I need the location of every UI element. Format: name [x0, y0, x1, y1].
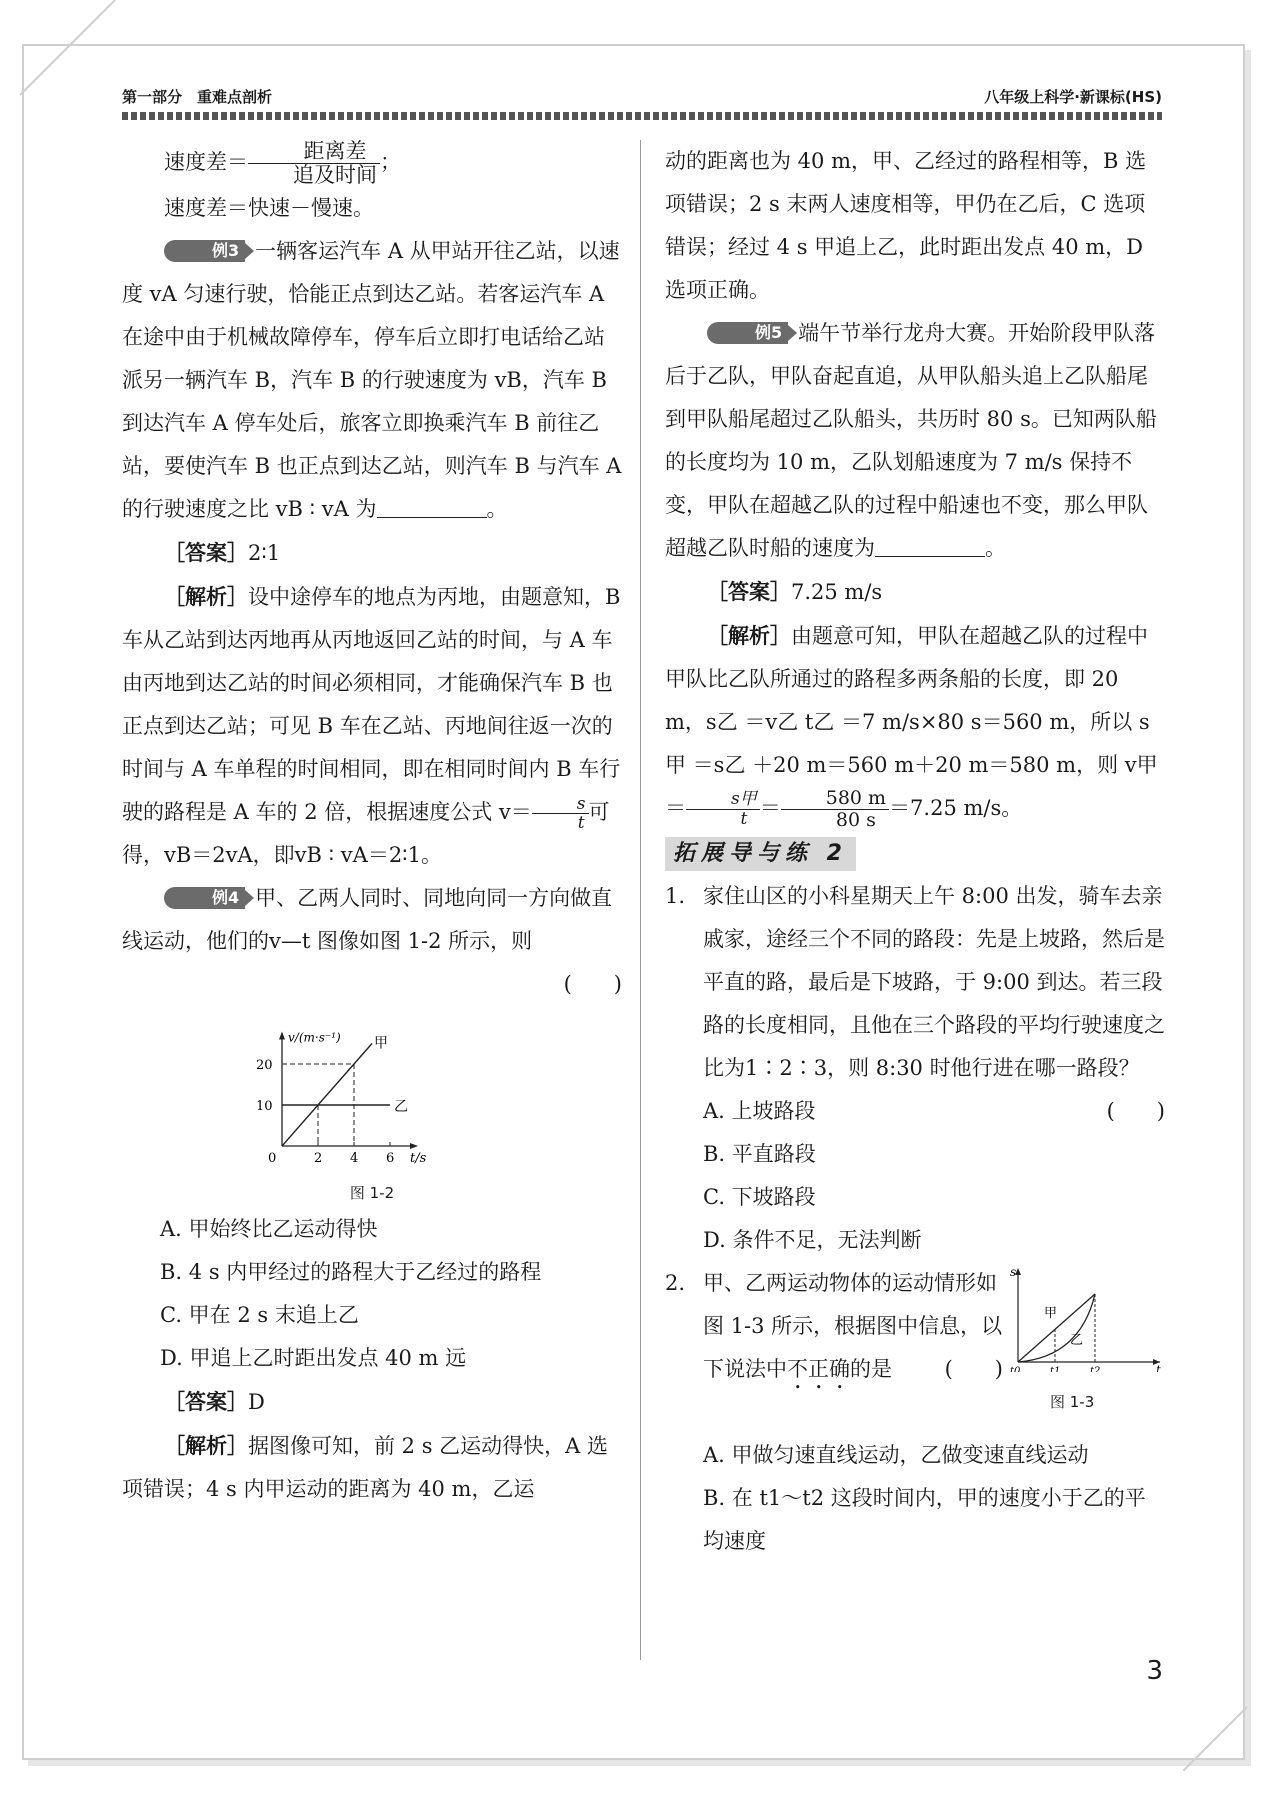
example-4: 例4 甲、乙两人同时、同地向同一方向做直线运动，他们的v—t 图像如图 1-2 所示，则 — [122, 886, 613, 954]
svg-text:乙: 乙 — [1070, 1332, 1084, 1348]
figure-1-2-caption: 图 1-2 — [349, 1184, 395, 1203]
example-3-tag: 例3 — [164, 240, 245, 262]
q1-option-d: D. 条件不足，无法判断 — [703, 1227, 922, 1252]
example-5: 例5 端午节举行龙舟大赛。开始阶段甲队落后于乙队，甲队奋起直追，从甲队船头追上乙队船尾到甲队船尾超过乙队船头，共历时 80 s。已知两队船的长度均为 10 m，乙队划船速度为 7 m/s 保持不变，甲队在超越乙队的过程中船速也不变，那么甲队超越乙队时船的速度为 。 — [665, 321, 1157, 560]
svg-text:t: t — [1156, 1362, 1161, 1372]
page-number: 3 — [1146, 1656, 1163, 1686]
svg-text:s: s — [1010, 1264, 1017, 1279]
figure-1-2 — [122, 1006, 622, 1178]
formula-line-2: 速度差＝快速－慢速。 — [164, 196, 374, 221]
line-jia — [1018, 1294, 1095, 1362]
option-d: D. 甲追上乙时距出发点 40 m 远 — [160, 1346, 467, 1371]
section-title: 拓展导与练 2 — [665, 837, 856, 871]
svg-text:t2: t2 — [1090, 1365, 1101, 1372]
example-3-answer: ［答案］2∶1 — [164, 540, 281, 566]
x-axis-label: t/s — [410, 1151, 427, 1167]
figure-1-3-caption: 图 1-3 — [1050, 1392, 1095, 1411]
svg-text:甲: 甲 — [1044, 1305, 1058, 1321]
option-c: C. 甲在 2 s 末追上乙 — [160, 1303, 359, 1328]
svg-text:t0: t0 — [1010, 1365, 1021, 1372]
x-tick-label: 2 — [314, 1151, 323, 1167]
example-4-paren: ( ) — [563, 972, 622, 997]
example-4-analysis: ［解析］据图像可知，前 2 s 乙运动得快，A 选项错误；4 s 内甲运动的距离为 40 m，乙运 — [122, 1433, 609, 1502]
q1-option-c: C. 下坡路段 — [703, 1184, 816, 1209]
example-3-analysis: ［解析］设中途停车的地点为丙地，由题意知，B 车从乙站到达丙地再从丙地返回乙站的时间，与 A 车由丙地到达乙站的时间必须相同，才能确保汽车 B 也正点到达乙站；可见 B 车在乙站、丙地间往返一次的时间与 A 车单程的时间相同，即在相同时间内 B 车行驶的路程是 A 车的 2 倍，根据速度公式 v＝ $\frac{s}{t}$ 可得，vB＝2vA，即vB ∶ vA＝2∶1。 — [122, 584, 621, 868]
header-divider — [122, 112, 1162, 120]
q1-option-b: B. 平直路段 — [703, 1141, 816, 1166]
example-4-tag: 例4 — [164, 887, 245, 909]
velocity-time-chart — [122, 1006, 622, 1178]
question-2: 2. 甲、乙两运动物体的运动情形如图 1-3 所示，根据图中信息，以下说法中不正确的是 ( ) s t t0 t1 t2 甲 乙 图 1-3 — [665, 1262, 1165, 1434]
q2-option-a: A. 甲做匀速直线运动，乙做变速直线运动 — [703, 1442, 1089, 1467]
header-right: 八年级上科学·新课标(HS) — [984, 88, 1162, 106]
section-header — [665, 831, 1165, 875]
y-axis-label: v/(m·s⁻¹) — [288, 1030, 341, 1045]
q2-option-b: B. 在 t1～t2 这段时间内，甲的速度小于乙的平均速度 — [703, 1485, 1146, 1553]
y-axis-arrow — [279, 1032, 285, 1040]
left-column — [122, 140, 622, 1511]
column-divider — [640, 140, 641, 1660]
x-tick-label: 0 — [268, 1151, 277, 1167]
example-4-analysis-cont: 动的距离也为 40 m，甲、乙经过的路程相等，B 选项错误；2 s 末两人速度相等，甲仍在乙后，C 选项错误；经过 4 s 甲追上乙，此时距出发点 40 m，D 选项正确。 — [665, 149, 1147, 302]
right-column — [665, 140, 1165, 1563]
series-label-jia: 甲 — [374, 1035, 388, 1052]
example-5-tag: 例5 — [707, 322, 788, 344]
svg-text:t1: t1 — [1050, 1365, 1061, 1372]
series-label-yi: 乙 — [394, 1099, 408, 1116]
formula-line-1: 速度差＝ $\frac{\text{距离差}}{\text{追及时间}}$ ； — [164, 139, 401, 188]
q1-option-a: A. 上坡路段 — [703, 1098, 816, 1123]
displacement-time-chart — [1010, 1262, 1165, 1372]
question-1: 1. 家住山区的小科星期天上午 8:00 出发，骑车去亲戚家，途经三个不同的路段：先是上坡路，然后是平直的路，最后是下坡路，于 9:00 到达。若三段路的长度相同，且他在三个路段的平均行驶速度之比为1∶2∶3，则 8:30 时他行进在哪一路段？ ( ) — [665, 883, 1165, 1123]
x-axis-arrow — [410, 1143, 418, 1149]
option-a: A. 甲始终比乙运动得快 — [160, 1217, 378, 1242]
header-left: 第一部分 重难点剖析 — [122, 88, 273, 106]
figure-1-3 — [1010, 1262, 1165, 1417]
option-b: B. 4 s 内甲经过的路程大于乙经过的路程 — [160, 1260, 542, 1285]
series-line-jia — [282, 1044, 372, 1147]
example-5-answer: ［答案］7.25 m/s — [707, 579, 883, 604]
x-tick-label: 4 — [350, 1151, 359, 1167]
emphasis-not-correct: 不正确 — [787, 1356, 850, 1381]
x-tick-label: 6 — [386, 1151, 395, 1167]
example-5-analysis: ［解析］由题意可知，甲队在超越乙队的过程中甲队比乙队所通过的路程多两条船的长度，即 20 m，s乙 ＝v乙 t乙 ＝7 m/s×80 s＝560 m，所以 s甲 ＝s乙 ＋20 m＝560 m＋20 m＝580 m，则 v甲＝ $\frac{\text{s甲}}{t}$ ＝ $\frac{580 m}{80 s}$ ＝7.25 m/s。 — [665, 623, 1158, 831]
example-3: 例3 一辆客运汽车 A 从甲站开往乙站，以速度 vA 匀速行驶，恰能正点到达乙站。若客运汽车 A 在途中由于机械故障停车，停车后立即打电话给乙站派另一辆汽车 B，汽车 B 的行驶速度为 vB，汽车 B 到达汽车 A 停车处后，旅客立即换乘汽车 B 前往乙站，要使汽车 B 也正点到达乙站，则汽车 B 与汽车 A 的行驶速度之比 vB ∶ vA 为 。 — [122, 239, 622, 522]
y-tick-label: 10 — [256, 1099, 273, 1115]
y-tick-label: 20 — [256, 1058, 273, 1074]
example-4-answer: ［答案］D — [164, 1389, 265, 1415]
